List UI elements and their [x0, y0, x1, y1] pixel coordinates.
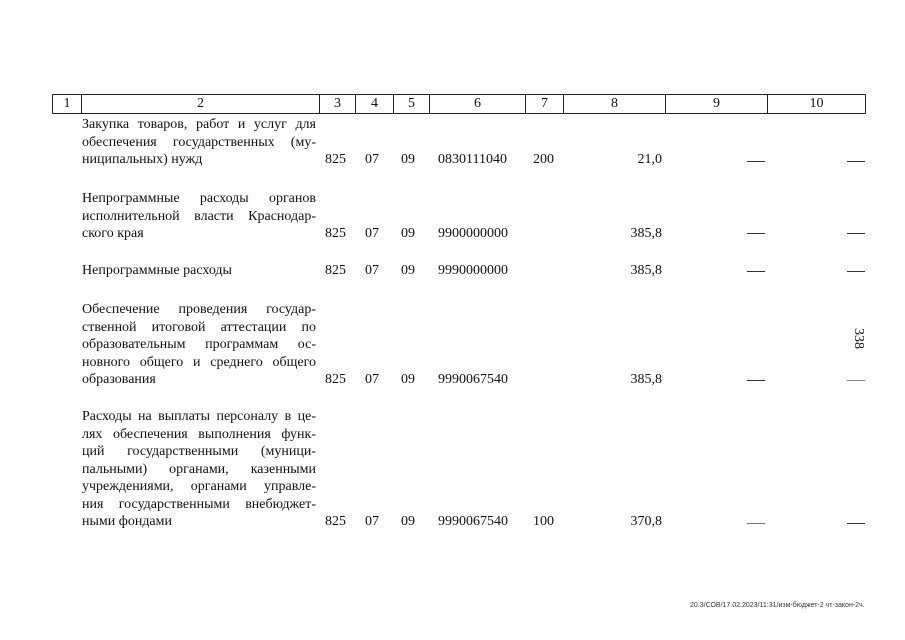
header-col-4: 4: [355, 95, 393, 113]
description-line: Расходы на выплаты персоналу в це-: [82, 409, 316, 424]
cell-target-article: 9990067540: [438, 372, 508, 387]
cell-target-article: 9900000000: [438, 226, 508, 241]
header-col-3: 3: [319, 95, 355, 113]
cell-ministry-code: 825: [325, 514, 346, 529]
description-line: Закупка товаров, работ и услуг для: [82, 117, 316, 132]
cell-section: 07: [365, 152, 379, 167]
description-line: новного общего и среднего общего: [82, 354, 316, 370]
description-line: учреждениями, органами управле-: [82, 479, 316, 494]
cell-amount: 385,8: [630, 226, 662, 241]
description-line: ния государственными внебюджет-: [82, 496, 316, 512]
description-line: исполнительной власти Краснодар-: [82, 208, 316, 224]
description-line: лях обеспечения выполнения функ-: [82, 426, 316, 442]
cell-expense-type: 100: [533, 514, 554, 529]
cell-col9-dash: [747, 233, 765, 234]
cell-ministry-code: 825: [325, 263, 346, 278]
header-col-8: 8: [563, 95, 665, 113]
cell-ministry-code: 825: [325, 372, 346, 387]
row-description: [82, 408, 316, 531]
cell-ministry-code: 825: [325, 152, 346, 167]
cell-section: 07: [365, 514, 379, 529]
description-line: ными фондами: [82, 514, 173, 529]
description-line: образовательным программам ос-: [82, 337, 316, 352]
cell-target-article: 9990067540: [438, 514, 508, 529]
cell-col10-dash: [847, 380, 865, 381]
row-description: [82, 116, 316, 169]
header-col-2: 2: [81, 95, 319, 113]
description-line: обеспечения государственных (му-: [82, 134, 316, 150]
description-line: пальными) органами, казенными: [82, 461, 316, 477]
cell-subsection: 09: [401, 152, 415, 167]
description-line: ского края: [82, 226, 144, 241]
row-description: [82, 262, 316, 280]
header-col-1: 1: [63, 96, 71, 111]
row-description: [82, 190, 316, 243]
cell-amount: 385,8: [630, 372, 662, 387]
row-description: [82, 301, 316, 389]
cell-col9-dash: [747, 380, 765, 381]
document-footer: 20.3/СОВ/17.02.2023/11:31/изм-бюджет-2 чт-закон-2ч.: [690, 602, 865, 609]
page-number: 338: [851, 328, 866, 349]
cell-col10-dash: [847, 271, 865, 272]
cell-subsection: 09: [401, 263, 415, 278]
header-col-10: 10: [767, 95, 865, 113]
header-col-9: 9: [665, 95, 767, 113]
cell-col10-dash: [847, 161, 865, 162]
description-line: Непрограммные расходы органов: [82, 191, 316, 206]
cell-amount: 385,8: [630, 263, 662, 278]
cell-section: 07: [365, 263, 379, 278]
cell-subsection: 09: [401, 514, 415, 529]
description-line: ственной итоговой аттестации по: [82, 319, 316, 335]
cell-target-article: 0830111040: [438, 152, 507, 167]
cell-col10-dash: [847, 233, 865, 234]
cell-subsection: 09: [401, 372, 415, 387]
cell-subsection: 09: [401, 226, 415, 241]
cell-col9-dash: [747, 523, 765, 524]
description-line: ций государственными (муници-: [82, 444, 316, 459]
cell-col9-dash: [747, 161, 765, 162]
cell-target-article: 9990000000: [438, 263, 508, 278]
cell-expense-type: 200: [533, 152, 554, 167]
cell-col10-dash: [847, 523, 865, 524]
header-col-7: 7: [525, 95, 563, 113]
cell-ministry-code: 825: [325, 226, 346, 241]
cell-section: 07: [365, 372, 379, 387]
table-header: [52, 94, 866, 114]
description-line: Непрограммные расходы: [82, 263, 232, 278]
cell-amount: 370,8: [630, 514, 662, 529]
description-line: ниципальных) нужд: [82, 152, 203, 167]
header-col-6: 6: [429, 95, 525, 113]
cell-section: 07: [365, 226, 379, 241]
cell-amount: 21,0: [637, 152, 662, 167]
description-line: Обеспечение проведения государ-: [82, 302, 316, 317]
cell-col9-dash: [747, 271, 765, 272]
description-line: образования: [82, 372, 156, 387]
header-col-5: 5: [393, 95, 429, 113]
